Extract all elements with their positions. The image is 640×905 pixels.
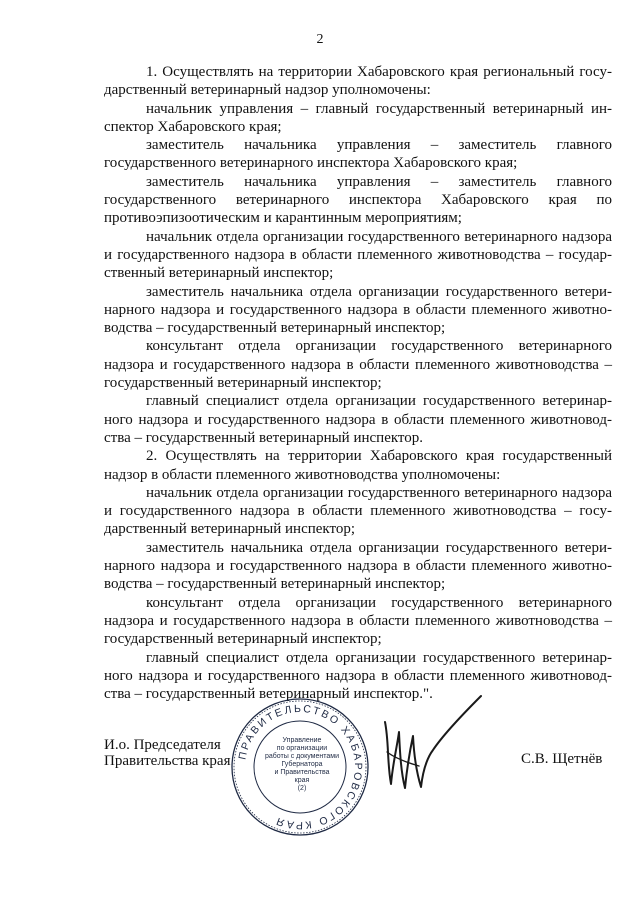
paragraph-4: заместитель начальника управления – заместитель главного государственного ветеринарного инспектора Хабаровского края по противоэпизоотическим и карантинным мероприятиям; — [104, 173, 612, 227]
paragraph-11: заместитель начальника отдела организации государственного ветеринарного надзора и государственного надзора в области племенного животноводства – государственный ветеринарный инспектор; — [104, 539, 612, 593]
stamp-line-4: Губернатора — [281, 761, 323, 768]
paragraph-3: заместитель начальника управления – заместитель главного государственного ветеринарного инспектора Хабаровского края; — [104, 137, 612, 172]
paragraph-5: начальник отдела организации государственного ветеринарного надзора и государственного надзора в области племенного животноводства – государственный ветеринарный инспектор; — [104, 228, 612, 282]
paragraph-7: консультант отдела организации государственного ветеринарного надзора и государственного надзора в области племенного животноводства – государственный ветеринарный инспектор; — [104, 338, 612, 392]
signatory-position-line1: И.о. Председателя — [104, 737, 221, 753]
official-stamp — [230, 697, 370, 837]
stamp-line-2: по организации — [276, 745, 328, 752]
paragraph-8: главный специалист отдела организации государственного ветеринарного надзора и государственного надзора в области племенного животноводства – государственный ветеринарный инспектор. — [104, 393, 612, 446]
stamp-line-3: работы с документами — [264, 753, 340, 760]
stamp-line-5: и Правительства — [274, 769, 330, 776]
page-number: 2 — [316, 32, 324, 47]
document-body — [104, 63, 612, 703]
paragraph-1: 1. Осуществлять на территории Хабаровского края региональный государственный ветеринарный надзор уполномочены: — [104, 64, 612, 99]
paragraph-2: начальник управления – главный государственный ветеринарный инспектор Хабаровского края; — [104, 100, 612, 135]
paragraph-13: главный специалист отдела организации государственного ветеринарного надзора и государственного надзора в области племенного животноводства – государственный ветеринарный инспектор.". — [104, 649, 612, 703]
stamp-line-6: края — [294, 777, 310, 784]
stamp-line-1: Управление — [282, 737, 322, 744]
signatory-position-line2: Правительства края — [104, 753, 231, 769]
handwritten-signature — [375, 692, 485, 797]
stamp-line-7: (2) — [297, 785, 307, 792]
paragraph-6: заместитель начальника отдела организации государственного ветеринарного надзора и государственного надзора в области племенного животноводства – государственный ветеринарный инспектор; — [104, 283, 612, 337]
stamp-outer-text: ПРАВИТЕЛЬСТВО ХАБАРОВСКОГО КРАЯ — [236, 702, 365, 832]
signatory-position — [104, 737, 231, 769]
signer-name: С.В. Щетнёв — [521, 751, 603, 767]
paragraph-9: 2. Осуществлять на территории Хабаровского края государственный надзор в области племенного животноводства уполномочены: — [104, 448, 612, 483]
paragraph-12: консультант отдела организации государственного ветеринарного надзора и государственного надзора в области племенного животноводства – государственный ветеринарный инспектор; — [104, 594, 612, 648]
paragraph-10: начальник отдела организации государственного ветеринарного надзора и государственного надзора в области племенного животноводства – государственный ветеринарный инспектор; — [104, 484, 612, 538]
